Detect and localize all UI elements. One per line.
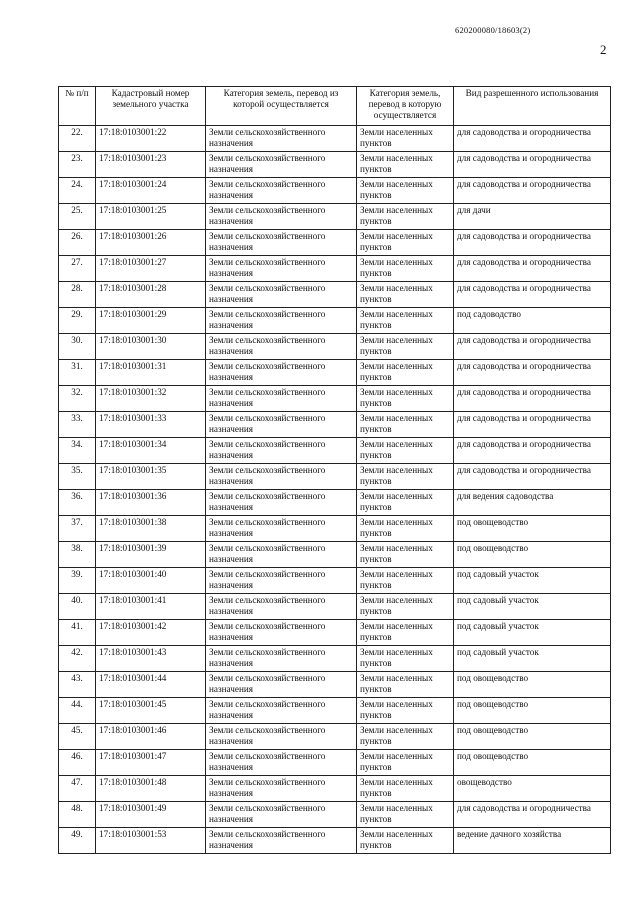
cell-category-to: Земли населенных пунктов	[357, 646, 454, 672]
cell-category-to: Земли населенных пунктов	[357, 412, 454, 438]
cell-category-from: Земли сельскохозяйственного назначения	[206, 698, 357, 724]
cell-category-from: Земли сельскохозяйственного назначения	[206, 178, 357, 204]
cell-cadastral-number: 17:18:0103001:26	[96, 230, 206, 256]
table-row	[59, 542, 611, 568]
cell-cadastral-number: 17:18:0103001:35	[96, 464, 206, 490]
table-row	[59, 750, 611, 776]
cell-cadastral-number: 17:18:0103001:42	[96, 620, 206, 646]
table-row	[59, 620, 611, 646]
cell-permitted-use: ведение дачного хозяйства	[454, 828, 611, 854]
cell-row-number: 48.	[59, 802, 96, 828]
table-row	[59, 724, 611, 750]
cell-category-to: Земли населенных пунктов	[357, 438, 454, 464]
header-permitted-use: Вид разрешенного использования	[454, 87, 611, 126]
cell-cadastral-number: 17:18:0103001:36	[96, 490, 206, 516]
table-row	[59, 438, 611, 464]
cell-row-number: 33.	[59, 412, 96, 438]
cell-row-number: 35.	[59, 464, 96, 490]
cell-row-number: 37.	[59, 516, 96, 542]
cell-permitted-use: для садоводства и огородничества	[454, 282, 611, 308]
cell-category-from: Земли сельскохозяйственного назначения	[206, 152, 357, 178]
table-row	[59, 646, 611, 672]
cell-row-number: 41.	[59, 620, 96, 646]
cell-category-to: Земли населенных пунктов	[357, 724, 454, 750]
cell-category-to: Земли населенных пунктов	[357, 230, 454, 256]
cell-row-number: 42.	[59, 646, 96, 672]
table-row	[59, 126, 611, 152]
cell-cadastral-number: 17:18:0103001:33	[96, 412, 206, 438]
cell-category-from: Земли сельскохозяйственного назначения	[206, 490, 357, 516]
cell-category-to: Земли населенных пунктов	[357, 282, 454, 308]
cell-category-from: Земли сельскохозяйственного назначения	[206, 308, 357, 334]
cell-cadastral-number: 17:18:0103001:41	[96, 594, 206, 620]
cell-category-to: Земли населенных пунктов	[357, 594, 454, 620]
cell-category-from: Земли сельскохозяйственного назначения	[206, 750, 357, 776]
cell-row-number: 40.	[59, 594, 96, 620]
cell-category-to: Земли населенных пунктов	[357, 802, 454, 828]
cell-row-number: 31.	[59, 360, 96, 386]
cell-category-from: Земли сельскохозяйственного назначения	[206, 724, 357, 750]
cell-row-number: 26.	[59, 230, 96, 256]
cell-permitted-use: для садоводства и огородничества	[454, 256, 611, 282]
cell-cadastral-number: 17:18:0103001:34	[96, 438, 206, 464]
table-row	[59, 776, 611, 802]
header-row-number: № п/п	[59, 87, 96, 126]
table-row	[59, 594, 611, 620]
cell-permitted-use: для садоводства и огородничества	[454, 230, 611, 256]
cell-category-to: Земли населенных пунктов	[357, 698, 454, 724]
header-cadastral-number: Кадастровый номер земельного участка	[96, 87, 206, 126]
table-row	[59, 828, 611, 854]
cell-category-from: Земли сельскохозяйственного назначения	[206, 334, 357, 360]
cell-category-to: Земли населенных пунктов	[357, 620, 454, 646]
cell-cadastral-number: 17:18:0103001:53	[96, 828, 206, 854]
table-row	[59, 464, 611, 490]
table-row	[59, 230, 611, 256]
cell-category-from: Земли сельскохозяйственного назначения	[206, 282, 357, 308]
table-row	[59, 516, 611, 542]
table-row	[59, 386, 611, 412]
cell-permitted-use: под садовый участок	[454, 594, 611, 620]
cell-category-to: Земли населенных пунктов	[357, 516, 454, 542]
cell-row-number: 29.	[59, 308, 96, 334]
cell-permitted-use: под садовый участок	[454, 620, 611, 646]
table-header-row	[59, 87, 611, 126]
cell-permitted-use: под овощеводство	[454, 724, 611, 750]
cell-category-to: Земли населенных пунктов	[357, 204, 454, 230]
document-number: 620200080/18603(2)	[455, 25, 531, 35]
cell-category-from: Земли сельскохозяйственного назначения	[206, 386, 357, 412]
cell-category-to: Земли населенных пунктов	[357, 672, 454, 698]
cell-row-number: 23.	[59, 152, 96, 178]
table-row	[59, 152, 611, 178]
cell-cadastral-number: 17:18:0103001:46	[96, 724, 206, 750]
cell-cadastral-number: 17:18:0103001:28	[96, 282, 206, 308]
cell-permitted-use: для дачи	[454, 204, 611, 230]
cell-category-from: Земли сельскохозяйственного назначения	[206, 516, 357, 542]
cell-row-number: 38.	[59, 542, 96, 568]
cell-permitted-use: под овощеводство	[454, 750, 611, 776]
cell-permitted-use: для садоводства и огородничества	[454, 178, 611, 204]
cell-category-from: Земли сельскохозяйственного назначения	[206, 828, 357, 854]
cell-permitted-use: под овощеводство	[454, 516, 611, 542]
cell-category-to: Земли населенных пунктов	[357, 126, 454, 152]
cell-permitted-use: под садовый участок	[454, 568, 611, 594]
cell-cadastral-number: 17:18:0103001:27	[96, 256, 206, 282]
cell-row-number: 39.	[59, 568, 96, 594]
table-row	[59, 672, 611, 698]
cell-cadastral-number: 17:18:0103001:24	[96, 178, 206, 204]
cell-category-from: Земли сельскохозяйственного назначения	[206, 542, 357, 568]
table-row	[59, 282, 611, 308]
cell-row-number: 32.	[59, 386, 96, 412]
cell-row-number: 46.	[59, 750, 96, 776]
cell-permitted-use: под садовый участок	[454, 646, 611, 672]
table-row	[59, 308, 611, 334]
cell-category-to: Земли населенных пунктов	[357, 568, 454, 594]
cell-permitted-use: для ведения садоводства	[454, 490, 611, 516]
cell-category-from: Земли сельскохозяйственного назначения	[206, 620, 357, 646]
cell-cadastral-number: 17:18:0103001:48	[96, 776, 206, 802]
cell-cadastral-number: 17:18:0103001:32	[96, 386, 206, 412]
cell-cadastral-number: 17:18:0103001:45	[96, 698, 206, 724]
cell-permitted-use: под садоводство	[454, 308, 611, 334]
cell-permitted-use: для садоводства и огородничества	[454, 464, 611, 490]
cell-row-number: 36.	[59, 490, 96, 516]
table-row	[59, 698, 611, 724]
cell-category-from: Земли сельскохозяйственного назначения	[206, 646, 357, 672]
cell-category-from: Земли сельскохозяйственного назначения	[206, 464, 357, 490]
table-row	[59, 178, 611, 204]
cell-category-from: Земли сельскохозяйственного назначения	[206, 126, 357, 152]
cell-permitted-use: под овощеводство	[454, 542, 611, 568]
cell-permitted-use: для садоводства и огородничества	[454, 126, 611, 152]
cell-permitted-use: для садоводства и огородничества	[454, 334, 611, 360]
cell-cadastral-number: 17:18:0103001:43	[96, 646, 206, 672]
cell-category-from: Земли сельскохозяйственного назначения	[206, 360, 357, 386]
cell-cadastral-number: 17:18:0103001:38	[96, 516, 206, 542]
table-row	[59, 256, 611, 282]
cell-row-number: 45.	[59, 724, 96, 750]
cell-row-number: 43.	[59, 672, 96, 698]
cell-row-number: 24.	[59, 178, 96, 204]
table-body	[59, 126, 611, 854]
cell-category-to: Земли населенных пунктов	[357, 256, 454, 282]
cell-permitted-use: овощеводство	[454, 776, 611, 802]
cell-category-to: Земли населенных пунктов	[357, 490, 454, 516]
cell-row-number: 34.	[59, 438, 96, 464]
cell-category-to: Земли населенных пунктов	[357, 360, 454, 386]
cell-category-from: Земли сельскохозяйственного назначения	[206, 204, 357, 230]
cell-row-number: 49.	[59, 828, 96, 854]
cell-category-from: Земли сельскохозяйственного назначения	[206, 412, 357, 438]
cell-row-number: 44.	[59, 698, 96, 724]
cell-category-from: Земли сельскохозяйственного назначения	[206, 438, 357, 464]
cell-permitted-use: под овощеводство	[454, 698, 611, 724]
cell-category-from: Земли сельскохозяйственного назначения	[206, 256, 357, 282]
cell-permitted-use: под овощеводство	[454, 672, 611, 698]
cell-permitted-use: для садоводства и огородничества	[454, 412, 611, 438]
cell-permitted-use: для садоводства и огородничества	[454, 802, 611, 828]
table-row	[59, 412, 611, 438]
table-row	[59, 334, 611, 360]
cell-cadastral-number: 17:18:0103001:22	[96, 126, 206, 152]
cell-category-to: Земли населенных пунктов	[357, 334, 454, 360]
cell-category-to: Земли населенных пунктов	[357, 386, 454, 412]
table-row	[59, 490, 611, 516]
cell-category-from: Земли сельскохозяйственного назначения	[206, 230, 357, 256]
cell-row-number: 22.	[59, 126, 96, 152]
cell-cadastral-number: 17:18:0103001:23	[96, 152, 206, 178]
cell-row-number: 27.	[59, 256, 96, 282]
cell-permitted-use: для садоводства и огородничества	[454, 152, 611, 178]
cell-row-number: 47.	[59, 776, 96, 802]
table-row	[59, 204, 611, 230]
land-parcels-table	[58, 86, 611, 854]
cell-category-to: Земли населенных пунктов	[357, 178, 454, 204]
cell-category-to: Земли населенных пунктов	[357, 776, 454, 802]
cell-cadastral-number: 17:18:0103001:47	[96, 750, 206, 776]
header-category-from: Категория земель, перевод из которой осуществляется	[206, 87, 357, 126]
cell-category-from: Земли сельскохозяйственного назначения	[206, 802, 357, 828]
cell-category-to: Земли населенных пунктов	[357, 828, 454, 854]
page-number: 2	[600, 42, 607, 57]
cell-category-to: Земли населенных пунктов	[357, 308, 454, 334]
cell-category-to: Земли населенных пунктов	[357, 542, 454, 568]
cell-permitted-use: для садоводства и огородничества	[454, 438, 611, 464]
cell-cadastral-number: 17:18:0103001:29	[96, 308, 206, 334]
cell-row-number: 30.	[59, 334, 96, 360]
cell-cadastral-number: 17:18:0103001:40	[96, 568, 206, 594]
cell-category-to: Земли населенных пунктов	[357, 152, 454, 178]
cell-cadastral-number: 17:18:0103001:31	[96, 360, 206, 386]
cell-cadastral-number: 17:18:0103001:44	[96, 672, 206, 698]
cell-cadastral-number: 17:18:0103001:49	[96, 802, 206, 828]
table-row	[59, 360, 611, 386]
cell-category-from: Земли сельскохозяйственного назначения	[206, 594, 357, 620]
cell-category-to: Земли населенных пунктов	[357, 750, 454, 776]
table-row	[59, 568, 611, 594]
cell-category-from: Земли сельскохозяйственного назначения	[206, 568, 357, 594]
cell-category-from: Земли сельскохозяйственного назначения	[206, 776, 357, 802]
cell-cadastral-number: 17:18:0103001:30	[96, 334, 206, 360]
cell-permitted-use: для садоводства и огородничества	[454, 360, 611, 386]
header-category-to: Категория земель, перевод в которую осуществляется	[357, 87, 454, 126]
cell-category-from: Земли сельскохозяйственного назначения	[206, 672, 357, 698]
cell-permitted-use: для садоводства и огородничества	[454, 386, 611, 412]
cell-row-number: 28.	[59, 282, 96, 308]
cell-row-number: 25.	[59, 204, 96, 230]
cell-cadastral-number: 17:18:0103001:39	[96, 542, 206, 568]
cell-cadastral-number: 17:18:0103001:25	[96, 204, 206, 230]
table-row	[59, 802, 611, 828]
cell-category-to: Земли населенных пунктов	[357, 464, 454, 490]
